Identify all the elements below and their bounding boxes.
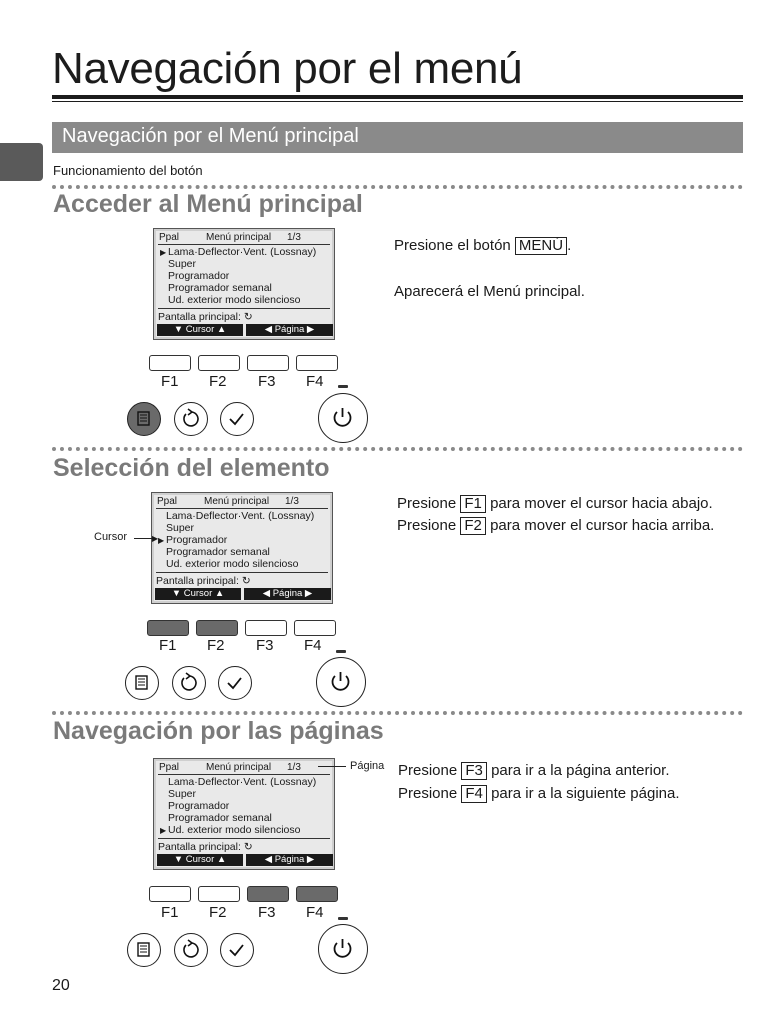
screen-divider: [158, 308, 330, 309]
screen-header-left: Ppal: [159, 232, 180, 243]
callout-line: [318, 766, 346, 767]
screen-header-title: Menú principal: [206, 232, 272, 243]
return-icon: ↻: [243, 841, 253, 853]
screen-page-indicator: 1/3: [287, 762, 301, 773]
cursor-label: Cursor: [185, 854, 215, 865]
menu-icon: [128, 934, 159, 965]
screen-divider: [156, 572, 328, 573]
callout-line: [134, 538, 154, 539]
screen-footer: [158, 841, 253, 853]
power-icon: [319, 394, 366, 441]
menu-item: Programador: [168, 800, 230, 812]
confirm-button[interactable]: [220, 933, 254, 967]
menu-item: Super: [168, 788, 197, 800]
menu-icon: [128, 403, 159, 434]
f1-button[interactable]: [147, 620, 189, 636]
menu-item: Programador semanal: [168, 812, 272, 824]
instruction-text: para mover el cursor hacia arriba.: [490, 517, 715, 534]
triangle-right-icon: ▶: [160, 826, 167, 835]
return-button[interactable]: [174, 933, 208, 967]
dotted-divider: [52, 711, 743, 715]
section-bar: [52, 122, 743, 153]
cursor-segment: ▼ Cursor ▲: [157, 854, 243, 866]
page-label: Página: [274, 854, 305, 865]
instruction-line: [398, 762, 670, 780]
check-icon: [219, 667, 250, 698]
power-button[interactable]: [318, 393, 368, 443]
screen-footer: [158, 311, 253, 323]
menu-item: Super: [166, 522, 195, 534]
screen-divider: [158, 838, 330, 839]
f4-label: F4: [306, 904, 324, 921]
instruction-text: Presione: [397, 517, 457, 534]
f4-button[interactable]: [296, 886, 338, 902]
screen-divider: [158, 774, 330, 775]
f1-button[interactable]: [149, 355, 191, 371]
f1-label: F1: [159, 637, 177, 654]
cursor-segment: ▼ Cursor ▲: [155, 588, 241, 600]
f4-label: F4: [306, 373, 324, 390]
remote-screen: [153, 758, 335, 870]
instruction-text: para mover el cursor hacia abajo.: [490, 495, 713, 512]
instruction-text: Presione: [398, 762, 458, 779]
f2-button[interactable]: [198, 355, 240, 371]
return-button[interactable]: [172, 666, 206, 700]
screen-divider: [158, 244, 330, 245]
page-label: Página: [272, 588, 303, 599]
f1-key-label: F1: [460, 495, 486, 513]
menu-button[interactable]: [127, 402, 161, 436]
footer-label: Pantalla principal:: [158, 841, 241, 853]
f3-label: F3: [256, 637, 274, 654]
f4-label: F4: [304, 637, 322, 654]
f3-button[interactable]: [247, 886, 289, 902]
dotted-divider: [52, 185, 743, 189]
check-icon: [221, 934, 252, 965]
f3-button[interactable]: [245, 620, 287, 636]
instruction-line: [394, 237, 571, 255]
instruction-text: para ir a la página anterior.: [491, 762, 670, 779]
screen-header-title: Menú principal: [204, 496, 270, 507]
menu-item: Ud. exterior modo silencioso: [168, 824, 301, 836]
instruction-text: .: [567, 237, 572, 254]
screen-page-indicator: 1/3: [285, 496, 299, 507]
f4-button[interactable]: [296, 355, 338, 371]
return-icon: [175, 934, 206, 965]
screen-header-left: Ppal: [157, 496, 178, 507]
remote-screen: [151, 492, 333, 604]
screen-page-indicator: 1/3: [287, 232, 301, 243]
return-icon: [173, 667, 204, 698]
title-rule: [52, 95, 743, 99]
step-heading: Acceder al Menú principal: [53, 190, 363, 218]
f2-button[interactable]: [198, 886, 240, 902]
menu-item: Programador semanal: [166, 546, 270, 558]
title-rule-thin: [52, 101, 743, 102]
f1-label: F1: [161, 904, 179, 921]
menu-item: Ud. exterior modo silencioso: [168, 294, 301, 306]
power-led: [338, 385, 348, 388]
confirm-button[interactable]: [218, 666, 252, 700]
instruction-line: [397, 495, 713, 513]
cursor-label: Cursor: [183, 588, 213, 599]
function-label: Funcionamiento del botón: [53, 163, 203, 178]
menu-item: Lama·Deflector·Vent. (Lossnay): [168, 246, 317, 258]
f2-label: F2: [209, 373, 227, 390]
menu-item: Lama·Deflector·Vent. (Lossnay): [168, 776, 317, 788]
cursor-label: Cursor: [185, 324, 215, 335]
triangle-right-icon: ▶: [158, 536, 165, 545]
power-led: [336, 650, 346, 653]
page-callout: Página: [350, 760, 385, 772]
menu-item: Programador: [166, 534, 228, 546]
page-segment: ◀ Página ▶: [246, 324, 333, 336]
power-icon: [319, 925, 366, 972]
triangle-right-icon: ▶: [160, 248, 167, 257]
instruction-text: Presione el botón: [394, 237, 511, 254]
return-icon: ↻: [241, 575, 251, 587]
step-heading: Navegación por las páginas: [53, 717, 384, 745]
chapter-tab: [0, 143, 43, 181]
step-heading: Selección del elemento: [53, 454, 330, 482]
return-icon: ↻: [243, 311, 253, 323]
page-label: Página: [274, 324, 305, 335]
check-icon: [221, 403, 252, 434]
menu-key-label: MENÚ: [515, 237, 567, 255]
menu-item: Programador semanal: [168, 282, 272, 294]
page-segment: ◀ Página ▶: [244, 588, 331, 600]
menu-item: Super: [168, 258, 197, 270]
cursor-segment: ▼ Cursor ▲: [157, 324, 243, 336]
power-button[interactable]: [316, 657, 366, 707]
instruction-text: Presione: [398, 785, 458, 802]
menu-button[interactable]: [125, 666, 159, 700]
screen-function-bar: [157, 854, 331, 866]
footer-label: Pantalla principal:: [158, 311, 241, 323]
f3-label: F3: [258, 373, 276, 390]
menu-item: Programador: [168, 270, 230, 282]
menu-button[interactable]: [127, 933, 161, 967]
instruction-line: [397, 517, 714, 535]
f3-label: F3: [258, 904, 276, 921]
f1-button[interactable]: [149, 886, 191, 902]
screen-function-bar: [157, 324, 331, 336]
footer-label: Pantalla principal:: [156, 575, 239, 587]
f2-key-label: F2: [460, 517, 486, 535]
instruction-line: Aparecerá el Menú principal.: [394, 283, 585, 300]
instruction-text: Presione: [397, 495, 457, 512]
screen-divider: [156, 508, 328, 509]
f3-button[interactable]: [247, 355, 289, 371]
instruction-line: [398, 785, 680, 803]
f4-key-label: F4: [461, 785, 487, 803]
power-icon: [317, 658, 364, 705]
page-number: 20: [52, 977, 70, 994]
remote-screen: [153, 228, 335, 340]
screen-header-title: Menú principal: [206, 762, 272, 773]
f2-button[interactable]: [196, 620, 238, 636]
f2-label: F2: [209, 904, 227, 921]
menu-item: Ud. exterior modo silencioso: [166, 558, 299, 570]
screen-header-left: Ppal: [159, 762, 180, 773]
return-icon: [175, 403, 206, 434]
cursor-callout: Cursor: [94, 531, 128, 543]
page-segment: ◀ Página ▶: [246, 854, 333, 866]
instruction-text: para ir a la siguiente página.: [491, 785, 680, 802]
f1-label: F1: [161, 373, 179, 390]
f2-label: F2: [207, 637, 225, 654]
screen-function-bar: [155, 588, 329, 600]
section-title: Navegación por el Menú principal: [62, 125, 359, 147]
confirm-button[interactable]: [220, 402, 254, 436]
f4-button[interactable]: [294, 620, 336, 636]
screen-footer: [156, 575, 251, 587]
menu-icon: [126, 667, 157, 698]
arrow-right-icon: ▶: [152, 534, 159, 543]
dotted-divider: [52, 447, 743, 451]
f3-key-label: F3: [461, 762, 487, 780]
power-button[interactable]: [318, 924, 368, 974]
page-title: Navegación por el menú: [52, 44, 523, 93]
return-button[interactable]: [174, 402, 208, 436]
power-led: [338, 917, 348, 920]
menu-item: Lama·Deflector·Vent. (Lossnay): [166, 510, 315, 522]
